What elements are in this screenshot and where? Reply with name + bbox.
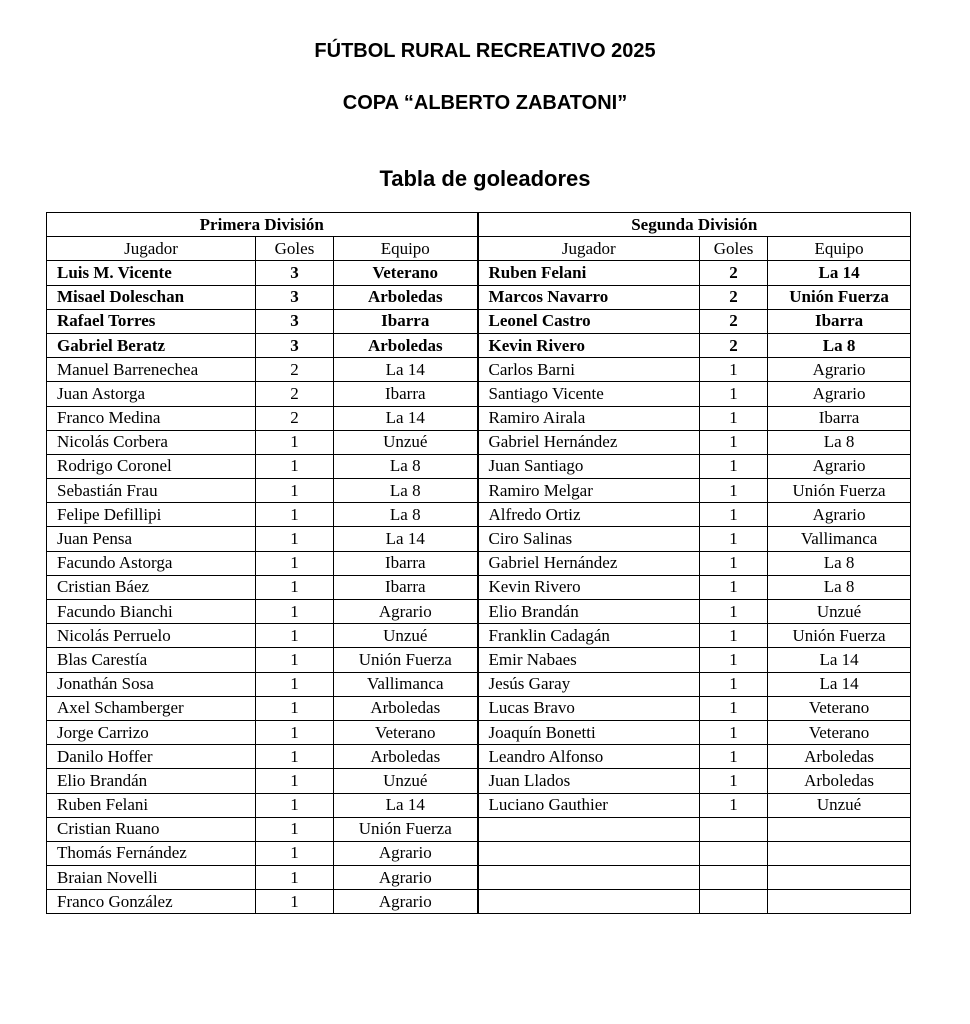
primera-player: Franco González bbox=[47, 890, 256, 914]
segunda-col-goles: Goles bbox=[700, 237, 768, 261]
primera-goals: 1 bbox=[256, 575, 334, 599]
primera-goals: 3 bbox=[256, 261, 334, 285]
table-row bbox=[47, 696, 911, 720]
primera-goals: 1 bbox=[256, 841, 334, 865]
segunda-division-heading: Segunda División bbox=[478, 213, 911, 237]
table-row bbox=[47, 672, 911, 696]
segunda-team: Unión Fuerza bbox=[768, 285, 911, 309]
segunda-goals: 2 bbox=[700, 261, 768, 285]
segunda-player: Leandro Alfonso bbox=[478, 745, 700, 769]
table-row bbox=[47, 890, 911, 914]
primera-team: La 8 bbox=[334, 479, 478, 503]
primera-player: Manuel Barrenechea bbox=[47, 358, 256, 382]
primera-goals: 3 bbox=[256, 333, 334, 357]
table-row bbox=[47, 382, 911, 406]
primera-col-goles: Goles bbox=[256, 237, 334, 261]
primera-player: Facundo Astorga bbox=[47, 551, 256, 575]
segunda-goals: 1 bbox=[700, 769, 768, 793]
segunda-player: Ramiro Airala bbox=[478, 406, 700, 430]
segunda-player: Luciano Gauthier bbox=[478, 793, 700, 817]
primera-goals: 1 bbox=[256, 817, 334, 841]
primera-team: Vallimanca bbox=[334, 672, 478, 696]
primera-team: Agrario bbox=[334, 600, 478, 624]
division-header-row bbox=[47, 213, 911, 237]
primera-player: Felipe Defillipi bbox=[47, 503, 256, 527]
segunda-player: Kevin Rivero bbox=[478, 575, 700, 599]
segunda-goals: 1 bbox=[700, 672, 768, 696]
primera-team: Arboledas bbox=[334, 333, 478, 357]
primera-goals: 1 bbox=[256, 600, 334, 624]
segunda-team bbox=[768, 866, 911, 890]
primera-team: Veterano bbox=[334, 720, 478, 744]
segunda-player: Ramiro Melgar bbox=[478, 479, 700, 503]
segunda-goals: 1 bbox=[700, 600, 768, 624]
segunda-team: Unión Fuerza bbox=[768, 479, 911, 503]
segunda-goals: 1 bbox=[700, 696, 768, 720]
table-row bbox=[47, 769, 911, 793]
segunda-goals: 1 bbox=[700, 551, 768, 575]
table-row bbox=[47, 503, 911, 527]
primera-player: Juan Pensa bbox=[47, 527, 256, 551]
segunda-player: Ciro Salinas bbox=[478, 527, 700, 551]
table-row bbox=[47, 309, 911, 333]
primera-player: Jorge Carrizo bbox=[47, 720, 256, 744]
primera-col-jugador: Jugador bbox=[47, 237, 256, 261]
segunda-player: Santiago Vicente bbox=[478, 382, 700, 406]
segunda-team: La 8 bbox=[768, 575, 911, 599]
scorers-table bbox=[46, 212, 911, 914]
segunda-goals: 1 bbox=[700, 648, 768, 672]
segunda-team: La 14 bbox=[768, 261, 911, 285]
primera-goals: 1 bbox=[256, 527, 334, 551]
segunda-player bbox=[478, 866, 700, 890]
primera-goals: 1 bbox=[256, 769, 334, 793]
cup-title: COPA “ALBERTO ZABATONI” bbox=[342, 92, 628, 114]
segunda-team bbox=[768, 841, 911, 865]
table-row bbox=[47, 866, 911, 890]
primera-player: Sebastián Frau bbox=[47, 479, 256, 503]
primera-goals: 1 bbox=[256, 696, 334, 720]
table-row bbox=[47, 261, 911, 285]
primera-player: Braian Novelli bbox=[47, 866, 256, 890]
segunda-team: La 14 bbox=[768, 648, 911, 672]
table-row bbox=[47, 648, 911, 672]
segunda-team: Agrario bbox=[768, 382, 911, 406]
primera-goals: 1 bbox=[256, 503, 334, 527]
primera-player: Franco Medina bbox=[47, 406, 256, 430]
primera-goals: 2 bbox=[256, 406, 334, 430]
segunda-goals: 2 bbox=[700, 309, 768, 333]
table-row bbox=[47, 527, 911, 551]
primera-division-heading: Primera División bbox=[47, 213, 478, 237]
segunda-player: Juan Llados bbox=[478, 769, 700, 793]
primera-player: Cristian Báez bbox=[47, 575, 256, 599]
segunda-player bbox=[478, 841, 700, 865]
primera-team: Unzué bbox=[334, 624, 478, 648]
segunda-player: Alfredo Ortiz bbox=[478, 503, 700, 527]
primera-goals: 1 bbox=[256, 745, 334, 769]
primera-goals: 1 bbox=[256, 720, 334, 744]
segunda-player: Kevin Rivero bbox=[478, 333, 700, 357]
table-row bbox=[47, 841, 911, 865]
primera-goals: 1 bbox=[256, 454, 334, 478]
segunda-team: Unión Fuerza bbox=[768, 624, 911, 648]
segunda-player: Franklin Cadagán bbox=[478, 624, 700, 648]
segunda-team: La 8 bbox=[768, 551, 911, 575]
primera-goals: 1 bbox=[256, 890, 334, 914]
segunda-team: Ibarra bbox=[768, 309, 911, 333]
table-row bbox=[47, 454, 911, 478]
segunda-team: Unzué bbox=[768, 600, 911, 624]
segunda-goals: 1 bbox=[700, 503, 768, 527]
primera-goals: 3 bbox=[256, 285, 334, 309]
segunda-team: La 8 bbox=[768, 333, 911, 357]
segunda-team: La 8 bbox=[768, 430, 911, 454]
primera-goals: 2 bbox=[256, 358, 334, 382]
primera-team: La 14 bbox=[334, 793, 478, 817]
segunda-player: Juan Santiago bbox=[478, 454, 700, 478]
primera-team: Agrario bbox=[334, 890, 478, 914]
segunda-goals: 1 bbox=[700, 793, 768, 817]
table-row bbox=[47, 745, 911, 769]
primera-player: Nicolás Corbera bbox=[47, 430, 256, 454]
primera-player: Rafael Torres bbox=[47, 309, 256, 333]
primera-team: Ibarra bbox=[334, 551, 478, 575]
primera-goals: 1 bbox=[256, 479, 334, 503]
column-header-row bbox=[47, 237, 911, 261]
segunda-player: Marcos Navarro bbox=[478, 285, 700, 309]
primera-goals: 1 bbox=[256, 551, 334, 575]
primera-team: Agrario bbox=[334, 866, 478, 890]
primera-player: Elio Brandán bbox=[47, 769, 256, 793]
primera-player: Danilo Hoffer bbox=[47, 745, 256, 769]
primera-player: Axel Schamberger bbox=[47, 696, 256, 720]
primera-team: Ibarra bbox=[334, 382, 478, 406]
table-row bbox=[47, 358, 911, 382]
segunda-player bbox=[478, 890, 700, 914]
segunda-goals: 1 bbox=[700, 430, 768, 454]
primera-player: Facundo Bianchi bbox=[47, 600, 256, 624]
segunda-player: Carlos Barni bbox=[478, 358, 700, 382]
primera-goals: 1 bbox=[256, 793, 334, 817]
segunda-goals bbox=[700, 841, 768, 865]
table-row bbox=[47, 285, 911, 309]
primera-player: Blas Carestía bbox=[47, 648, 256, 672]
primera-team: La 8 bbox=[334, 503, 478, 527]
primera-team: Ibarra bbox=[334, 575, 478, 599]
segunda-team: Veterano bbox=[768, 696, 911, 720]
segunda-team: La 14 bbox=[768, 672, 911, 696]
segunda-team: Arboledas bbox=[768, 745, 911, 769]
segunda-goals bbox=[700, 890, 768, 914]
primera-team: Agrario bbox=[334, 841, 478, 865]
table-row bbox=[47, 479, 911, 503]
primera-team: Unzué bbox=[334, 769, 478, 793]
segunda-player: Leonel Castro bbox=[478, 309, 700, 333]
segunda-player: Gabriel Hernández bbox=[478, 551, 700, 575]
segunda-goals: 1 bbox=[700, 624, 768, 648]
primera-player: Nicolás Perruelo bbox=[47, 624, 256, 648]
segunda-player: Emir Nabaes bbox=[478, 648, 700, 672]
segunda-team: Agrario bbox=[768, 503, 911, 527]
primera-team: La 14 bbox=[334, 527, 478, 551]
primera-team: La 8 bbox=[334, 454, 478, 478]
segunda-goals: 1 bbox=[700, 720, 768, 744]
primera-goals: 1 bbox=[256, 430, 334, 454]
segunda-team: Veterano bbox=[768, 720, 911, 744]
segunda-goals: 1 bbox=[700, 358, 768, 382]
primera-team: Unzué bbox=[334, 430, 478, 454]
primera-team: Arboledas bbox=[334, 696, 478, 720]
primera-team: Arboledas bbox=[334, 745, 478, 769]
table-row bbox=[47, 720, 911, 744]
segunda-player: Ruben Felani bbox=[478, 261, 700, 285]
primera-player: Cristian Ruano bbox=[47, 817, 256, 841]
primera-player: Gabriel Beratz bbox=[47, 333, 256, 357]
document-title: FÚTBOL RURAL RECREATIVO 2025 bbox=[314, 40, 656, 62]
primera-player: Rodrigo Coronel bbox=[47, 454, 256, 478]
primera-goals: 1 bbox=[256, 624, 334, 648]
primera-team: Ibarra bbox=[334, 309, 478, 333]
primera-player: Jonathán Sosa bbox=[47, 672, 256, 696]
segunda-goals: 1 bbox=[700, 406, 768, 430]
primera-player: Thomás Fernández bbox=[47, 841, 256, 865]
primera-team: La 14 bbox=[334, 358, 478, 382]
primera-col-equipo: Equipo bbox=[334, 237, 478, 261]
segunda-team: Vallimanca bbox=[768, 527, 911, 551]
segunda-goals: 1 bbox=[700, 527, 768, 551]
segunda-player: Gabriel Hernández bbox=[478, 430, 700, 454]
table-title: Tabla de goleadores bbox=[379, 166, 591, 191]
table-row bbox=[47, 575, 911, 599]
segunda-goals: 1 bbox=[700, 745, 768, 769]
primera-goals: 2 bbox=[256, 382, 334, 406]
primera-player: Misael Doleschan bbox=[47, 285, 256, 309]
primera-team: Unión Fuerza bbox=[334, 648, 478, 672]
primera-team: Veterano bbox=[334, 261, 478, 285]
table-row bbox=[47, 333, 911, 357]
segunda-goals: 1 bbox=[700, 575, 768, 599]
segunda-goals: 2 bbox=[700, 333, 768, 357]
segunda-col-equipo: Equipo bbox=[768, 237, 911, 261]
segunda-player: Elio Brandán bbox=[478, 600, 700, 624]
segunda-goals: 1 bbox=[700, 382, 768, 406]
segunda-goals: 1 bbox=[700, 479, 768, 503]
primera-goals: 1 bbox=[256, 866, 334, 890]
table-row bbox=[47, 430, 911, 454]
table-row bbox=[47, 793, 911, 817]
segunda-player bbox=[478, 817, 700, 841]
segunda-goals: 2 bbox=[700, 285, 768, 309]
primera-team: La 14 bbox=[334, 406, 478, 430]
table-row bbox=[47, 600, 911, 624]
segunda-goals: 1 bbox=[700, 454, 768, 478]
primera-team: Arboledas bbox=[334, 285, 478, 309]
table-row bbox=[47, 551, 911, 575]
segunda-player: Joaquín Bonetti bbox=[478, 720, 700, 744]
table-row bbox=[47, 406, 911, 430]
segunda-team: Ibarra bbox=[768, 406, 911, 430]
primera-player: Luis M. Vicente bbox=[47, 261, 256, 285]
primera-player: Ruben Felani bbox=[47, 793, 256, 817]
segunda-team: Arboledas bbox=[768, 769, 911, 793]
primera-goals: 1 bbox=[256, 672, 334, 696]
table-row bbox=[47, 624, 911, 648]
segunda-goals bbox=[700, 817, 768, 841]
segunda-team: Agrario bbox=[768, 454, 911, 478]
primera-player: Juan Astorga bbox=[47, 382, 256, 406]
segunda-goals bbox=[700, 866, 768, 890]
segunda-player: Jesús Garay bbox=[478, 672, 700, 696]
segunda-team bbox=[768, 890, 911, 914]
table-row bbox=[47, 817, 911, 841]
segunda-team: Agrario bbox=[768, 358, 911, 382]
segunda-col-jugador: Jugador bbox=[478, 237, 700, 261]
primera-team: Unión Fuerza bbox=[334, 817, 478, 841]
segunda-team: Unzué bbox=[768, 793, 911, 817]
primera-goals: 3 bbox=[256, 309, 334, 333]
segunda-player: Lucas Bravo bbox=[478, 696, 700, 720]
primera-goals: 1 bbox=[256, 648, 334, 672]
segunda-team bbox=[768, 817, 911, 841]
